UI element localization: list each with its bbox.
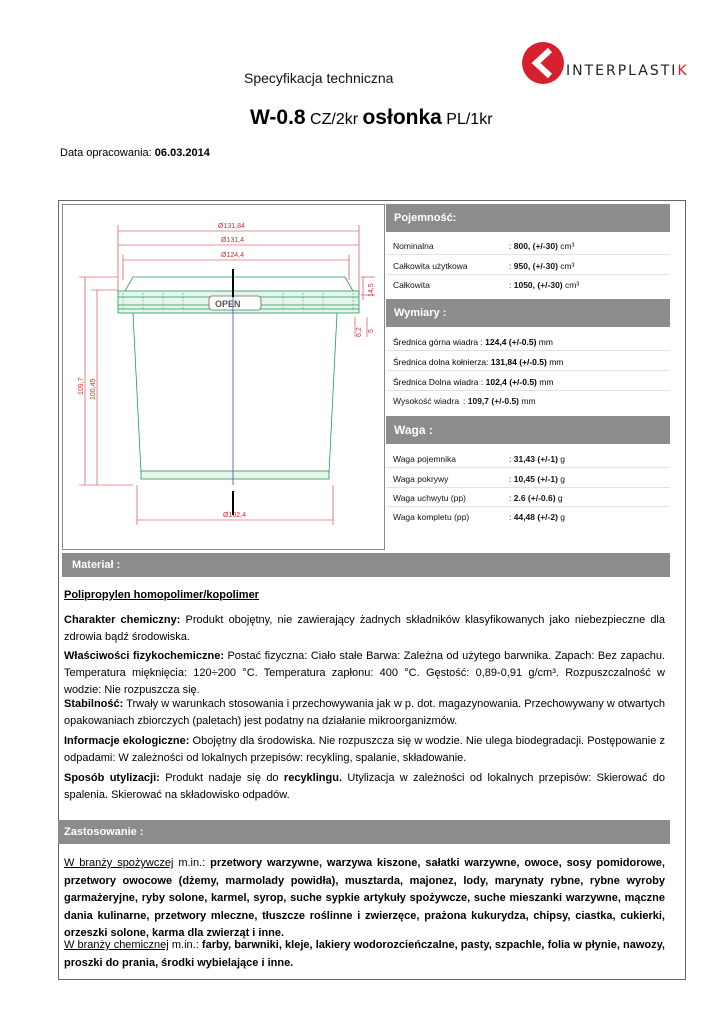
chemical-character: Charakter chemiczny: Produkt obojętny, nie zawierający żadnych składników klasyfikowanych jako niebezpieczne dla zdrowia bądź środowiska. bbox=[64, 614, 665, 643]
dimension-row: Średnica dolna kołnierza: 131,84 (+/-0.5) mm bbox=[393, 357, 564, 367]
separator bbox=[386, 370, 670, 371]
material-title: Polipropylen homopolimer/kopolimer bbox=[64, 589, 259, 601]
food-industry-uses: W branży spożywczej m.in.: przetwory warzywne, warzywa kiszone, sałatki warzywne, owoce, sosy pomidorowe, przetwory owocowe (dżemy, marmolady powidła), musztarda, majonez, lody, marynaty rybne, rybne wyroby garmażeryjne, ryby solone, karmel, syrop, suche sypkie artykuły spożywcze, suche mieszanki warzywne, mączne dania kulinarne, przetwory mleczne, tłuszcze roślinne i zwierzęce, prażona kukurydza, chipsy, ciastka, cukierki, orzeszki solone, karma dla zwierząt i inne. bbox=[64, 857, 665, 939]
dim-102-4: Ø102,4 bbox=[223, 512, 246, 519]
stability: Stabilność: Trwały w warunkach stosowania i przechowywania jak w p. dot. magazynowania. Przechowywany w otwartych opakowaniach zbiorczych (paletach) jest podatny na działanie mikroorganizmów. bbox=[64, 698, 665, 727]
dimension-row: Średnica Dolna wiadra : 102,4 (+/-0.5) mm bbox=[393, 377, 554, 387]
lid-open-label: OPEN bbox=[215, 299, 241, 309]
dimensions-header: Wymiary : bbox=[386, 299, 670, 327]
dim-5: 5 bbox=[368, 329, 375, 333]
separator bbox=[386, 487, 670, 488]
capacity-header: Pojemność: bbox=[386, 204, 670, 232]
dim-109-7: 109,7 bbox=[78, 377, 85, 395]
dim-6-2: 6,2 bbox=[356, 327, 363, 337]
date-row: Data opracowania: 06.03.2014 bbox=[60, 147, 210, 159]
weight-header: Waga : bbox=[386, 416, 670, 444]
separator bbox=[386, 506, 670, 507]
product-title: W-0.8 CZ/2kr osłonka PL/1kr bbox=[250, 106, 493, 129]
dimension-row: Średnica górna wiadra : 124,4 (+/-0.5) mm bbox=[393, 337, 553, 347]
separator bbox=[386, 390, 670, 391]
dim-124-4: Ø124,4 bbox=[221, 252, 244, 259]
ecological-info: Informacje ekologiczne: Obojętny dla środowiska. Nie rozpuszcza się w wodzie. Nie ulega biodegradacji. Postępowanie z odpadami: W zależności od lokalnych przepisów: recykling, spalanie, składowanie. bbox=[64, 735, 665, 764]
separator bbox=[386, 274, 670, 275]
dim-131-4: Ø131,4 bbox=[221, 237, 244, 244]
dim-131-84: Ø131,84 bbox=[218, 223, 245, 230]
technical-drawing bbox=[62, 204, 385, 550]
separator bbox=[386, 350, 670, 351]
separator bbox=[386, 254, 670, 255]
dim-100-45: 100,45 bbox=[90, 378, 97, 400]
separator bbox=[386, 467, 670, 468]
material-header: Materiał : bbox=[62, 553, 670, 577]
chemical-industry-uses: W branży chemicznej m.in.: farby, barwniki, kleje, lakiery wodorozcieńczalne, pasty, szpachle, folia w płynie, nawozy, proszki do prania, środki wybielające i inne. bbox=[64, 939, 665, 969]
dim-14-5: 14,5 bbox=[368, 283, 375, 297]
application-header: Zastosowanie : bbox=[58, 820, 670, 844]
brand-name: INTERPLASTIK bbox=[566, 63, 689, 79]
disposal-method: Sposób utylizacji: Produkt nadaje się do recyklingu. Utylizacja w zależności od lokalnych przepisów: Skierować do spalenia. Skierować na składowisko odpadów. bbox=[64, 772, 665, 801]
physicochemical-properties: Właściwości fizykochemiczne: Postać fizyczna: Ciało stałe Barwa: Zależna od użytego barwnika. Zapach: Bez zapachu. Temperatura mięknięcia: 120÷200 °C. Temperatura zapłonu: 400 °C. Gęstość: 0,89-0,91 g/cm³. Rozpuszczalność w wodzie: Nie rozpuszcza się. bbox=[64, 650, 665, 696]
spec-title: Specyfikacja techniczna bbox=[244, 70, 394, 86]
